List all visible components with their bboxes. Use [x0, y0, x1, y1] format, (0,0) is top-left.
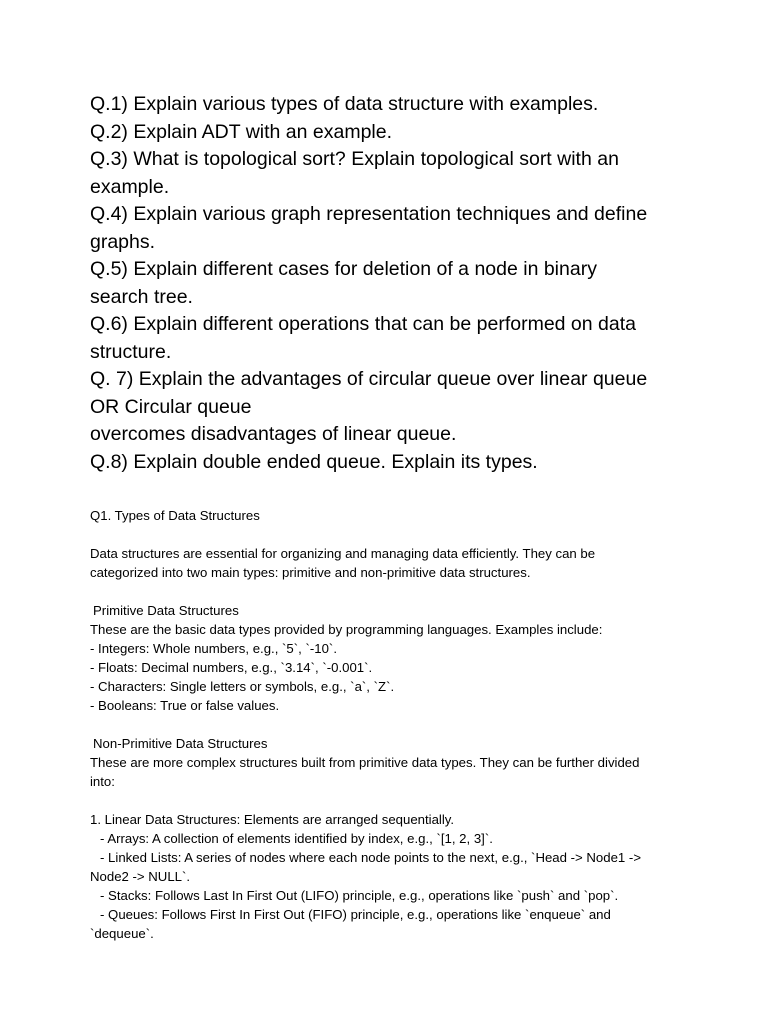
intro-line: Data structures are essential for organizing and managing data efficiently. They can be: [90, 546, 596, 561]
question-line: search tree.: [90, 285, 193, 308]
question-line: Q. 7) Explain the advantages of circular queue over linear queue: [90, 368, 648, 390]
non-primitive-desc: These are more complex structures built from primitive data types. They can be further divided: [90, 755, 640, 770]
list-item: - Booleans: True or false values.: [90, 698, 280, 713]
spacer: [90, 715, 690, 734]
answer-section: [90, 506, 690, 943]
list-item: `dequeue`.: [90, 926, 154, 941]
spacer: [90, 791, 690, 810]
question-line: overcomes disadvantages of linear queue.: [90, 423, 457, 445]
list-item: - Linked Lists: A series of nodes where each node points to the next, e.g., `Head -> Node1 ->: [100, 850, 642, 865]
primitive-title: Primitive Data Structures: [93, 603, 239, 618]
question-line: OR Circular queue: [90, 395, 252, 418]
list-item: - Floats: Decimal numbers, e.g., `3.14`, `-0.001`.: [90, 660, 373, 675]
linear-title: 1. Linear Data Structures: Elements are arranged sequentially.: [90, 812, 455, 827]
question-line: example.: [90, 175, 170, 198]
question-line: Q.2) Explain ADT with an example.: [90, 120, 393, 143]
question-line: Q.5) Explain different cases for deletion of a node in binary: [90, 258, 597, 280]
question-line: graphs.: [90, 230, 156, 253]
non-primitive-desc: into:: [90, 774, 115, 789]
primitive-desc: These are the basic data types provided by programming languages. Examples include:: [90, 622, 603, 637]
question-line: structure.: [90, 340, 172, 363]
question-list: [90, 91, 690, 476]
question-line: Q.8) Explain double ended queue. Explain its types.: [90, 450, 538, 473]
question-line: Q.6) Explain different operations that can be performed on data: [90, 313, 636, 335]
question-line: Q.4) Explain various graph representation techniques and define: [90, 203, 648, 225]
non-primitive-title: Non-Primitive Data Structures: [93, 736, 268, 751]
list-item: - Stacks: Follows Last In First Out (LIFO) principle, e.g., operations like `push` and `pop`.: [100, 888, 619, 903]
list-item: - Queues: Follows First In First Out (FIFO) principle, e.g., operations like `enqueue` and: [100, 907, 611, 922]
spacer: [90, 525, 690, 544]
list-item: - Integers: Whole numbers, e.g., `5`, `-10`.: [90, 641, 337, 656]
question-line: Q.1) Explain various types of data structure with examples.: [90, 93, 599, 115]
question-line: Q.3) What is topological sort? Explain topological sort with an: [90, 148, 619, 170]
intro-line: categorized into two main types: primitive and non-primitive data structures.: [90, 565, 531, 580]
list-item: - Arrays: A collection of elements identified by index, e.g., `[1, 2, 3]`.: [100, 831, 493, 846]
spacer: [90, 582, 690, 601]
document-page: [90, 91, 690, 943]
list-item: Node2 -> NULL`.: [90, 869, 191, 884]
answer-heading: Q1. Types of Data Structures: [90, 508, 260, 523]
list-item: - Characters: Single letters or symbols, e.g., `a`, `Z`.: [90, 679, 395, 694]
